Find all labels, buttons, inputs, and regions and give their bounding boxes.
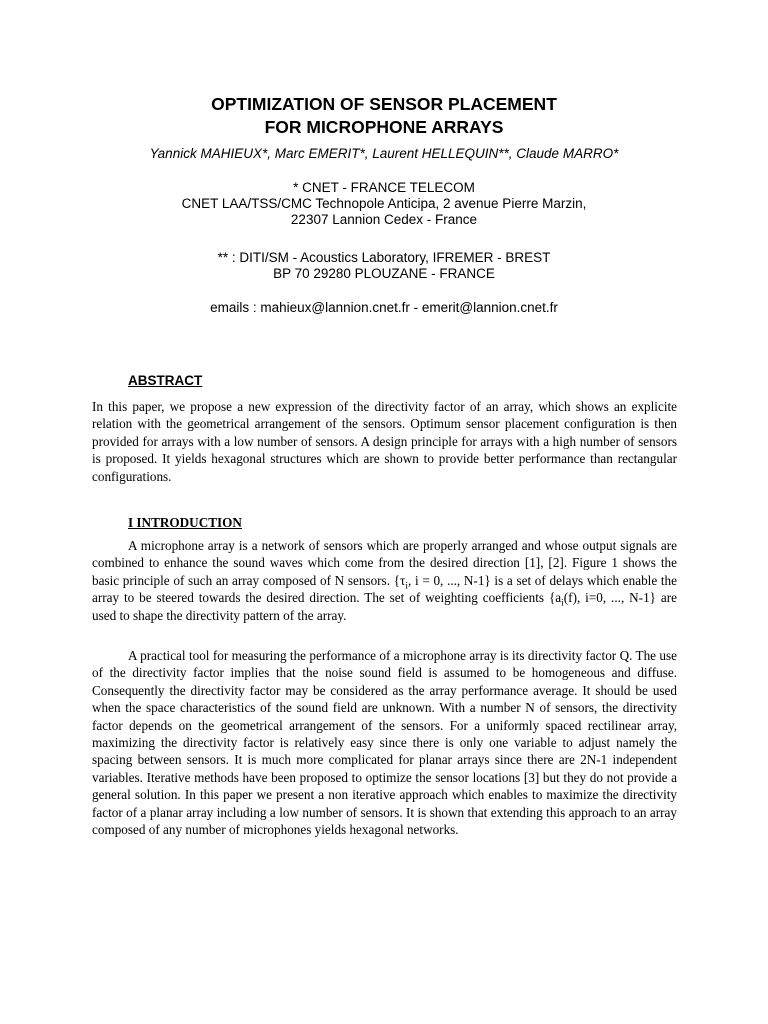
contact-emails: emails : mahieux@lannion.cnet.fr - emerit@lannion.cnet.fr [210,300,558,315]
title-line-1: OPTIMIZATION OF SENSOR PLACEMENT [211,94,557,114]
affiliation-ifremer-line-2: BP 70 29280 PLOUZANE - FRANCE [273,266,495,281]
affiliation-cnet-line-2: CNET LAA/TSS/CMC Technopole Anticipa, 2 avenue Pierre Marzin, [181,196,587,211]
paper-title [0,93,768,139]
intro-p1-text-c: (f), i=0, ..., N-1} are used to shape the directivity pattern of the array. [92,590,677,623]
introduction-heading: I INTRODUCTION [128,515,242,530]
abstract-heading: ABSTRACT [128,373,203,388]
affiliation-cnet [0,180,768,228]
affiliation-ifremer [0,250,768,282]
intro-p1-subscript-tau: i [405,581,408,592]
affiliation-ifremer-line-1: ** : DITI/SM - Acoustics Laboratory, IFREMER - BREST [217,250,551,265]
affiliation-cnet-line-1: * CNET - FRANCE TELECOM [293,180,475,195]
abstract-body: In this paper, we propose a new expression of the directivity factor of an array, which shows an explicite relation with the geometrical arrangement of the sensors. Optimum sensor placement configuration is then provided for arrays with a low number of sensors. A design principle for arrays with a high number of sensors is proposed. It yields hexagonal structures which are shown to provide better performance than rectangular configurations. [92,399,677,484]
intro-p1-text-b: , i = 0, ..., N-1} is a set of delays which enable the array to be steered towards the desired direction. The set of weighting coefficients {a [92,572,678,606]
title-line-2: FOR MICROPHONE ARRAYS [264,117,504,137]
intro-p1-subscript-a: i [561,598,564,609]
affiliation-cnet-line-3: 22307 Lannion Cedex - France [290,212,478,227]
introduction-paragraph-1 [92,537,677,624]
introduction-paragraph-2: A practical tool for measuring the performance of a microphone array is its directivity factor Q. The use of the directivity factor implies that the noise sound field is assumed to be homogeneous and diffuse. Consequently the directivity factor may be considered as the array performance average. It should be used when the space characteristics of the sound field are unknown. With a number N of sensors, the directivity factor depends on the geometrical arrangement of the sensors. For a uniformly spaced rectilinear array, maximizing the directivity factor is relatively easy since there is only one variable to adjust namely the spacing between sensors. It is much more complicated for planar arrays since there are 2N-1 independent variables. Iterative methods have been proposed to optimize the sensor locations [3] but they do not provide a general solution. In this paper we present a non iterative approach which enables to maximize the directivity factor of a planar array including a low number of sensors. It is shown that extending this approach to an array composed of any number of microphones yields hexagonal networks. [92,648,677,838]
intro-p1-text-a: A microphone array is a network of sensors which are properly arranged and whose output signals are combined to enhance the sound waves which come from the desired direction [1], [2]. Figure 1 shows the basic principle of such an array composed of N sensors. {τ [92,538,677,588]
author-list: Yannick MAHIEUX*, Marc EMERIT*, Laurent HELLEQUIN**, Claude MARRO* [149,146,619,161]
